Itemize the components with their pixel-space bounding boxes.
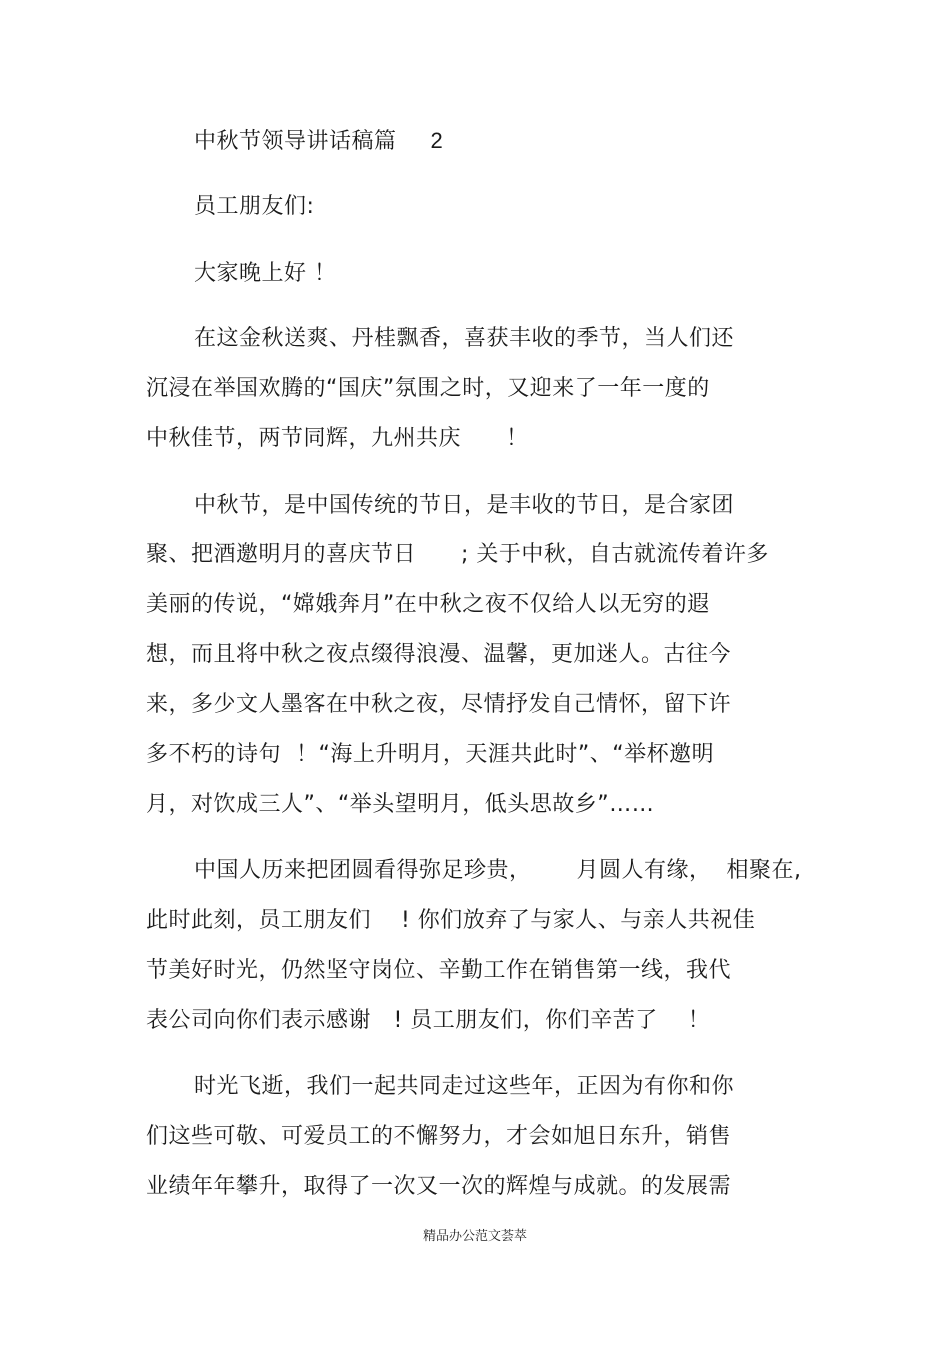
paragraph-3-line-2: 此时此刻，员工朋友们 ! 你们放弃了与家人、与亲人共祝佳 (146, 908, 756, 933)
paragraph-3-line-4: 表公司向你们表示感谢 ! 员工朋友们，你们辛苦了 ！ (146, 1008, 711, 1033)
paragraph-2-line-2: 聚、把酒邀明月的喜庆节日 ; 关于中秋，自古就流传着许多 (146, 542, 769, 567)
document-title-number: 2 (430, 128, 444, 153)
paragraph-3-line-1: 中国人历来把团圆看得弥足珍贵， 月圆人有缘， 相聚在, (194, 858, 802, 883)
paragraph-2-line-7: 月，对饮成三人”、“举头望明月，低头思故乡”…… (146, 792, 655, 817)
opening-line: 大家晚上好 ！ (194, 261, 337, 286)
paragraph-2-line-1: 中秋节，是中国传统的节日，是丰收的节日，是合家团 (194, 493, 735, 518)
paragraph-1-line-1: 在这金秋送爽、丹桂飘香，喜获丰收的季节，当人们还 (194, 326, 735, 351)
paragraph-2-line-5: 来，多少文人墨客在中秋之夜，尽情抒发自己情怀，留下许 (146, 692, 732, 717)
paragraph-4-line-2: 们这些可敬、可爱员工的不懈努力，才会如旭日东升，销售 (146, 1124, 732, 1149)
greeting: 员工朋友们: (194, 194, 315, 219)
paragraph-2-line-6: 多不朽的诗句 ！“海上升明月，天涯共此时”、“举杯邀明 (146, 742, 715, 767)
paragraph-2-line-4: 想，而且将中秋之夜点缀得浪漫、温馨，更加迷人。古往今 (146, 642, 732, 667)
paragraph-3-line-3: 节美好时光，仍然坚守岗位、辛勤工作在销售第一线，我代 (146, 958, 732, 983)
paragraph-4-line-3: 业绩年年攀升，取得了一次又一次的辉煌与成就。的发展需 (146, 1174, 732, 1199)
paragraph-1-line-2: 沉浸在举国欢腾的“国庆”氛围之时，又迎来了一年一度的 (146, 376, 710, 401)
document-title-line (194, 126, 443, 157)
paragraph-4-line-1: 时光飞逝，我们一起共同走过这些年，正因为有你和你 (194, 1074, 735, 1099)
page-footer: 精品办公范文荟萃 (422, 1229, 527, 1244)
document-title: 中秋节领导讲话稿篇 (194, 129, 397, 154)
paragraph-2-line-3: 美丽的传说，“嫦娥奔月”在中秋之夜不仅给人以无穷的遐 (146, 592, 710, 617)
paragraph-1-line-3: 中秋佳节，两节同辉，九州共庆 ！ (146, 426, 529, 451)
